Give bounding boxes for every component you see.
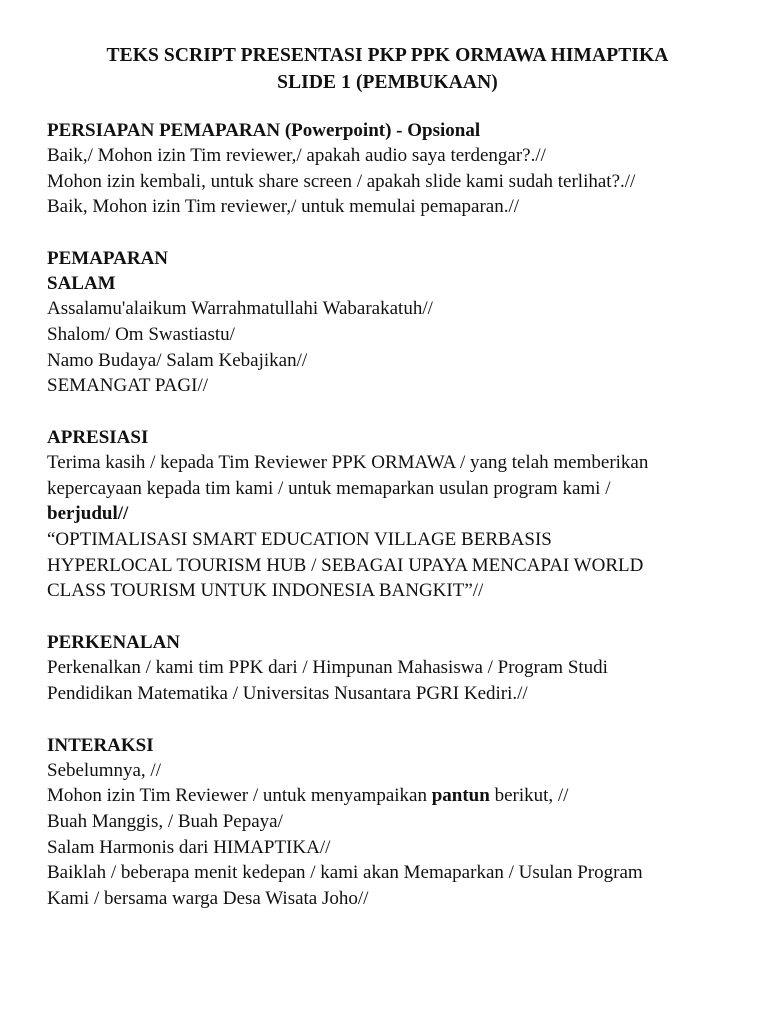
text-line: Salam Harmonis dari HIMAPTIKA// xyxy=(47,836,331,858)
section-pemaparan xyxy=(47,246,728,399)
document-title: TEKS SCRIPT PRESENTASI PKP PPK ORMAWA HIMAPTIKA xyxy=(106,45,669,66)
text-line: Baik, Mohon izin Tim reviewer,/ untuk memulai pemaparan.// xyxy=(47,196,520,218)
program-title-line: CLASS TOURISM UNTUK INDONESIA BANGKIT”// xyxy=(47,580,484,602)
section-heading-persiapan: PERSIAPAN PEMAPARAN (Powerpoint) - Opsional xyxy=(47,120,481,141)
section-heading-pemaparan: PEMAPARAN xyxy=(47,248,169,270)
text-line-mixed xyxy=(47,783,728,809)
text-line: Terima kasih / kepada Tim Reviewer PPK ORMAWA / yang telah memberikan xyxy=(47,451,649,473)
program-title-line: HYPERLOCAL TOURISM HUB / SEBAGAI UPAYA MENCAPAI WORLD xyxy=(47,554,644,576)
subheading-salam: SALAM xyxy=(47,273,116,295)
section-heading-perkenalan: PERKENALAN xyxy=(47,632,181,654)
text-segment-bold: pantun xyxy=(431,785,490,807)
section-persiapan xyxy=(47,118,728,220)
text-line: Assalamu'alaikum Warrahmatullahi Wabarakatuh// xyxy=(47,298,433,320)
text-line: kepercayaan kepada tim kami / untuk memaparkan usulan program kami / xyxy=(47,477,611,499)
text-line: Mohon izin kembali, untuk share screen / apakah slide kami sudah terlihat?.// xyxy=(47,170,636,192)
text-line: Pendidikan Matematika / Universitas Nusantara PGRI Kediri.// xyxy=(47,682,528,704)
section-interaksi xyxy=(47,733,728,912)
section-heading-apresiasi: APRESIASI xyxy=(47,426,149,448)
section-apresiasi xyxy=(47,425,728,604)
text-line-bold: berjudul// xyxy=(47,503,129,525)
section-heading-interaksi: INTERAKSI xyxy=(47,734,154,756)
text-line: Shalom/ Om Swastiastu/ xyxy=(47,323,235,345)
program-title-line: “OPTIMALISASI SMART EDUCATION VILLAGE BERBASIS xyxy=(47,529,552,551)
text-line: Kami / bersama warga Desa Wisata Joho// xyxy=(47,888,369,910)
text-line: Perkenalkan / kami tim PPK dari / Himpunan Mahasiswa / Program Studi xyxy=(47,657,608,679)
text-segment: Mohon izin Tim Reviewer / untuk menyampaikan xyxy=(47,785,432,807)
text-line: SEMANGAT PAGI// xyxy=(47,375,209,397)
text-line: Baiklah / beberapa menit kedepan / kami akan Memaparkan / Usulan Program xyxy=(47,862,643,884)
text-line: Buah Manggis, / Buah Pepaya/ xyxy=(47,810,283,832)
text-line: Sebelumnya, // xyxy=(47,759,161,781)
text-segment: berikut, // xyxy=(489,785,569,807)
text-line: Namo Budaya/ Salam Kebajikan// xyxy=(47,349,308,371)
section-perkenalan xyxy=(47,630,728,706)
document-subtitle: SLIDE 1 (PEMBUKAAN) xyxy=(277,72,498,93)
document-title-block xyxy=(47,42,728,96)
text-line: Baik,/ Mohon izin Tim reviewer,/ apakah audio saya terdengar?.// xyxy=(47,145,546,166)
